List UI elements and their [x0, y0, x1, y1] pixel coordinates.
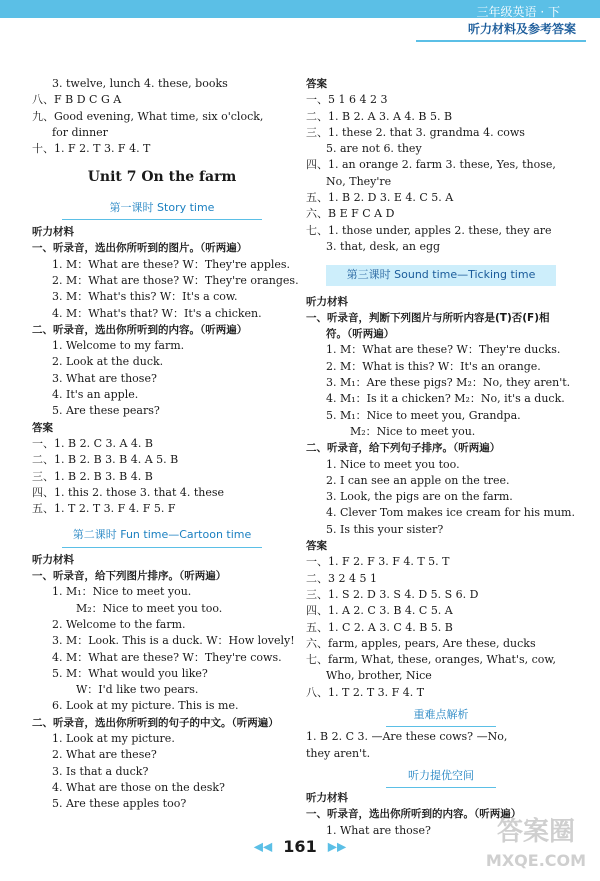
text-line: 1. M₁：Nice to meet you.: [52, 585, 192, 599]
text-line: 3. What are those?: [52, 371, 157, 385]
text-line: W：I'd like two pears.: [76, 683, 199, 697]
text-line: 2. M：What are those? W：They're oranges.: [52, 273, 299, 287]
text-line: 四、1. this 2. those 3. that 4. these: [32, 485, 225, 499]
heading-rule: [62, 547, 262, 548]
text-line: 6. Look at my picture. This is me.: [52, 699, 239, 713]
section-title: 听力材料及参考答案: [416, 18, 586, 42]
text-line: 五、1. C 2. A 3. C 4. B 5. B: [306, 620, 453, 634]
subsection-heading: 一、听录音，给下列图片排序。（听两遍）: [32, 570, 227, 583]
text-line: 3. twelve, lunch 4. these, books: [52, 77, 228, 90]
text-line: 3. Look, the pigs are on the farm.: [326, 490, 513, 504]
text-line: 三、1. these 2. that 3. grandma 4. cows: [306, 125, 525, 139]
text-line: 四、1. A 2. C 3. B 4. C 5. A: [306, 604, 453, 618]
text-line: 二、1. B 2. B 3. B 4. A 5. B: [32, 453, 179, 467]
text-line: 1. Nice to meet you too.: [326, 457, 460, 471]
heading-rule: [386, 787, 496, 788]
text-line: 4. It's an apple.: [52, 388, 139, 402]
text-line: 4. M：What are these? W：They're cows.: [52, 650, 282, 664]
subsection-heading: 答案: [32, 421, 53, 434]
text-line: 七、farm, What, these, oranges, What's, cow,: [306, 653, 556, 667]
text-line: 5. Are these pears?: [52, 404, 160, 418]
text-line: 4. What are those on the desk?: [52, 780, 225, 794]
prev-arrow-icon: ◀◀: [253, 839, 273, 854]
text-line: 2. M：What is this? W：It's an orange.: [326, 359, 541, 373]
text-line: 1. M：What are these? W：They're apples.: [52, 257, 291, 271]
right-column: [306, 76, 576, 839]
text-line: 3. that, desk, an egg: [326, 239, 441, 253]
text-line: 一、5 1 6 4 2 3: [306, 93, 388, 107]
text-line: 一、1. F 2. F 3. F 4. T 5. T: [306, 555, 450, 569]
text-line: 二、3 2 4 5 1: [306, 571, 377, 585]
subsection-heading: 二、听录音，选出你所听到的内容。（听两遍）: [32, 323, 248, 336]
text-line: M₂：Nice to meet you too.: [76, 601, 223, 615]
text-line: 九、Good evening, What time, six o'clock,: [32, 109, 264, 123]
text-line: 2. Look at the duck.: [52, 355, 164, 369]
text-line: 1. B 2. C 3. —Are these cows? —No,: [306, 730, 508, 744]
subsection-heading: 听力材料: [32, 226, 74, 239]
text-line: 八、F B D C G A: [32, 93, 122, 107]
text-line: they aren't.: [306, 746, 371, 760]
text-line: 5. M₁：Nice to meet you, Grandpa.: [326, 408, 521, 422]
text-line: 1. M：What are these? W：They're ducks.: [326, 343, 561, 357]
subsection-heading: 听力材料: [32, 553, 74, 566]
lesson-heading: 第二课时 Fun time—Cartoon time: [32, 527, 292, 543]
subsection-heading: 听力材料: [306, 295, 348, 308]
text-line: 5. M：What would you like?: [52, 666, 208, 680]
text-line: M₂：Nice to meet you.: [350, 424, 476, 438]
subsection-heading: 一、听录音，选出你所听到的内容。（听两遍）: [306, 808, 522, 821]
text-line: 4. Clever Tom makes ice cream for his mum.: [326, 506, 575, 520]
text-line: 一、1. B 2. C 3. A 4. B: [32, 436, 153, 450]
watermark-logo: [478, 808, 594, 874]
lesson-heading: 第一课时 Story time: [32, 200, 292, 216]
text-line: 4. M：What's that? W：It's a chicken.: [52, 306, 262, 320]
book-title: 三年级英语 · 下: [476, 5, 560, 19]
text-line: 1. Welcome to my farm.: [52, 339, 185, 353]
text-line: 2. I can see an apple on the tree.: [326, 473, 510, 487]
subsection-heading: 符。（听两遍）: [326, 328, 395, 341]
subsection-heading: 二、听录音，给下列句子排序。（听两遍）: [306, 442, 501, 455]
subsection-heading: 答案: [306, 78, 327, 90]
text-line: 六、farm, apples, pears, Are these, ducks: [306, 636, 536, 650]
text-line: 2. What are these?: [52, 748, 157, 762]
text-line: 3. M：What's this? W：It's a cow.: [52, 290, 238, 304]
unit-title: Unit 7 On the farm: [87, 169, 237, 186]
section-heading: 重难点解析: [306, 707, 576, 723]
text-line: for dinner: [52, 125, 108, 139]
text-line: 1. Look at my picture.: [52, 731, 175, 745]
page-header: [0, 0, 600, 62]
text-line: 4. M₁：Is it a chicken? M₂：No, it's a duck.: [326, 392, 565, 406]
text-line: 5. Is this your sister?: [326, 522, 444, 536]
text-line: 八、1. T 2. T 3. F 4. T: [306, 685, 425, 699]
subsection-heading: 二、听录音，选出你所听到的句子的中文。（听两遍）: [32, 716, 279, 729]
heading-rule: [386, 726, 496, 727]
text-line: 七、1. those under, apples 2. these, they are: [306, 223, 552, 237]
lesson-heading: 第三课时 Sound time—Ticking time: [326, 265, 556, 285]
text-line: No, They're: [326, 174, 392, 188]
subsection-heading: 听力材料: [306, 792, 348, 805]
next-arrow-icon: ▶▶: [327, 839, 347, 854]
text-line: 3. Is that a duck?: [52, 764, 149, 778]
text-line: 六、B E F C A D: [306, 207, 395, 221]
text-line: 三、1. B 2. B 3. B 4. B: [32, 469, 153, 483]
heading-rule: [62, 219, 262, 220]
watermark-url: MXQE.COM: [485, 851, 587, 870]
text-line: 3. M₁：Are these pigs? M₂：No, they aren't.: [326, 376, 571, 390]
text-line: 二、1. B 2. A 3. A 4. B 5. B: [306, 109, 453, 123]
subsection-heading: 一、听录音，选出你所听到的图片。（听两遍）: [32, 242, 248, 255]
text-line: Who, brother, Nice: [326, 669, 432, 683]
text-line: 3. M：Look. This is a duck. W：How lovely!: [52, 634, 295, 648]
subsection-heading: 答案: [306, 540, 327, 553]
watermark-text: 答案圈: [496, 817, 576, 847]
text-line: 5. Are these apples too?: [52, 797, 187, 811]
section-heading: 听力提优空间: [306, 768, 576, 784]
text-line: 1. What are those?: [326, 823, 431, 837]
text-line: 十、1. F 2. T 3. F 4. T: [32, 142, 151, 156]
text-line: 四、1. an orange 2. farm 3. these, Yes, those,: [306, 158, 556, 172]
text-line: 五、1. B 2. D 3. E 4. C 5. A: [306, 191, 454, 205]
text-line: 5. are not 6. they: [326, 142, 422, 156]
text-line: 五、1. T 2. T 3. F 4. F 5. F: [32, 502, 176, 516]
text-line: 2. Welcome to the farm.: [52, 617, 186, 631]
left-column: [32, 76, 299, 812]
text-line: 三、1. S 2. D 3. S 4. D 5. S 6. D: [306, 587, 479, 601]
page-number: 161: [283, 837, 317, 856]
subsection-heading: 一、听录音，判断下列图片与所听内容是(T)否(F)相: [306, 311, 550, 324]
